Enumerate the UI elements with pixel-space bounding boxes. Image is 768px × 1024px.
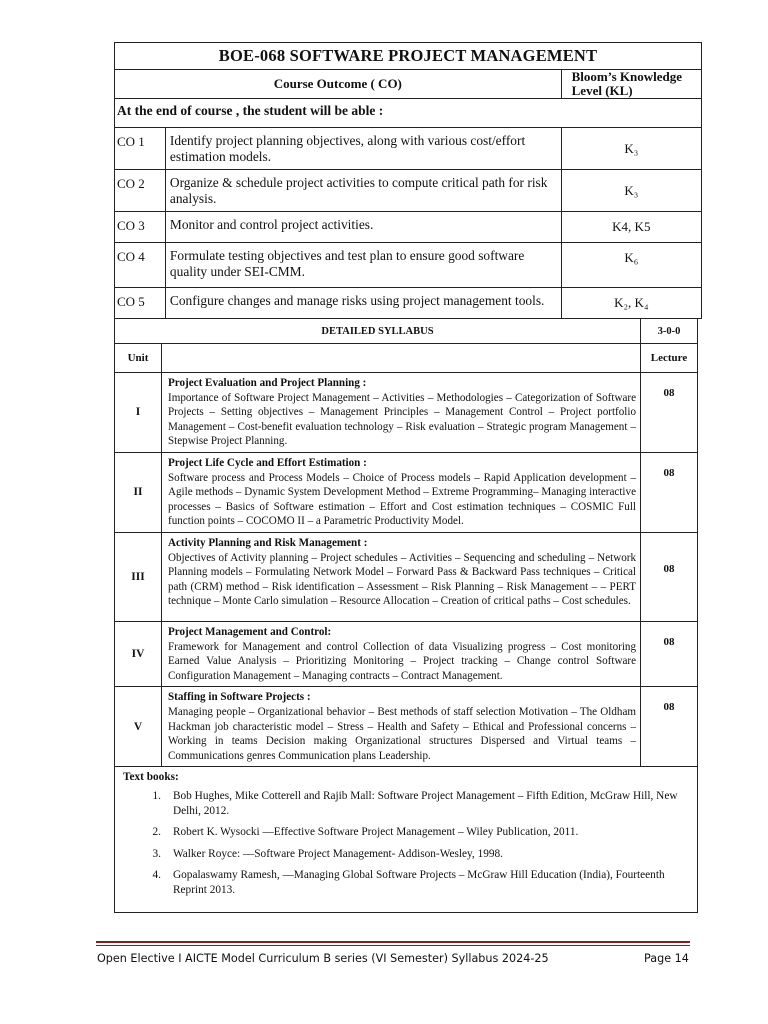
textbook-citation: Bob Hughes, Mike Cotterell and Rajib Mall: Software Project Management – Fifth Edition, McGraw Hill, New Delhi, 2012. — [173, 790, 678, 817]
co-row — [115, 212, 702, 243]
unit-title: Project Management and Control: — [168, 625, 332, 638]
co-code: CO 1 — [115, 128, 166, 170]
co-knowledge-level: K₆ — [561, 243, 701, 288]
course-outcome-intro: At the end of course , the student will be able : — [115, 99, 702, 128]
unit-lectures: 08 — [641, 687, 698, 767]
syllabus-unit-row — [115, 452, 698, 532]
course-outcome-header: Course Outcome ( CO) — [115, 70, 562, 99]
unit-content — [162, 532, 641, 621]
unit-number: III — [115, 532, 162, 621]
unit-title: Project Life Cycle and Effort Estimation : — [168, 456, 367, 469]
unit-topics: Managing people – Organizational behavior – Best methods of staff selection Motivation – The Oldham Hackman job characteristic model – Stress – Health and Safety – Ethical and Professional concerns – Working in teams Decision making Organizational structures Dispersed and Virtual teams – Communications genres Communication plans Leadership. — [168, 705, 636, 762]
textbook-item — [123, 868, 689, 897]
unit-lectures: 08 — [641, 621, 698, 686]
unit-title: Staffing in Software Projects : — [168, 691, 311, 704]
unit-topics: Importance of Software Project Management – Activities – Methodologies – Categorization of Software Projects – Setting objectives – Management Principles – Management Control – Project portfolio Management – Cost-benefit evaluation technology – Risk evaluation – Strategic program Management – Stepwise Project Planning. — [168, 391, 636, 448]
co-description: Identify project planning objectives, along with various cost/effort estimation models. — [165, 128, 561, 170]
unit-number: II — [115, 452, 162, 532]
course-title: BOE-068 SOFTWARE PROJECT MANAGEMENT — [115, 43, 702, 70]
textbook-citation: Robert K. Wysocki —Effective Software Project Management – Wiley Publication, 2011. — [173, 826, 579, 839]
unit-title: Project Evaluation and Project Planning : — [168, 377, 367, 389]
textbooks-section — [115, 767, 698, 913]
unit-topics: Framework for Management and control Collection of data Visualizing progress – Cost monitoring Earned Value Analysis – Prioritizing Monitoring – Project tracking – Change control Software Configuration Management – Managing contracts – Contract Management. — [168, 640, 636, 682]
co-knowledge-level: K₃ — [561, 170, 701, 212]
textbook-item — [123, 825, 689, 840]
co-row — [115, 128, 702, 170]
textbook-number: 4. — [152, 869, 161, 882]
blooms-level-header-line1: Bloom’s Knowledge — [571, 69, 683, 84]
detailed-syllabus-table — [114, 318, 698, 913]
unit-header: Unit — [115, 344, 162, 373]
co-row — [115, 288, 702, 319]
textbook-item — [123, 789, 689, 818]
unit-lectures: 08 — [641, 373, 698, 453]
footer-curriculum-text: Open Elective I AICTE Model Curriculum B series (VI Semester) Syllabus 2024-25 — [97, 952, 549, 965]
co-description: Configure changes and manage risks using project management tools. — [165, 288, 561, 319]
textbook-item — [123, 847, 689, 862]
unit-topics: Software process and Process Models – Choice of Process models – Rapid Application development – Agile methods – Dynamic System Development Method – Extreme Programming– Managing interactive processes – Basics of Software estimation – Effort and Cost estimation techniques – COSMIC Full function points – COCOMO II – a Parametric Productivity Model. — [168, 471, 636, 528]
co-description: Monitor and control project activities. — [165, 212, 561, 243]
blooms-level-header — [561, 70, 701, 99]
syllabus-heading: DETAILED SYLLABUS — [115, 319, 641, 344]
co-code: CO 2 — [115, 170, 166, 212]
footer-divider — [96, 941, 690, 943]
unit-lectures: 08 — [641, 532, 698, 621]
co-knowledge-level: K₂, K₄ — [561, 288, 701, 319]
content-header — [162, 344, 641, 373]
textbook-number: 2. — [152, 826, 161, 839]
co-row — [115, 170, 702, 212]
footer-divider-thin — [96, 945, 690, 946]
unit-content — [162, 621, 641, 686]
unit-content — [162, 687, 641, 767]
unit-title: Activity Planning and Risk Management : — [168, 536, 368, 549]
syllabus-unit-row — [115, 373, 698, 453]
co-row — [115, 243, 702, 288]
lecture-header: Lecture — [641, 344, 698, 373]
unit-number: I — [115, 373, 162, 453]
co-code: CO 5 — [115, 288, 166, 319]
syllabus-unit-row — [115, 687, 698, 767]
unit-content — [162, 373, 641, 453]
syllabus-unit-row — [115, 532, 698, 621]
textbooks-title: Text books: — [123, 771, 179, 784]
course-outcome-table — [114, 42, 702, 319]
unit-lectures: 08 — [641, 452, 698, 532]
co-description: Formulate testing objectives and test plan to ensure good software quality under SEI-CMM. — [165, 243, 561, 288]
page-number: Page 14 — [644, 952, 689, 965]
unit-number: IV — [115, 621, 162, 686]
unit-topics: Objectives of Activity planning – Project schedules – Activities – Sequencing and scheduling – Network Planning models – Formulating Network Model – Forward Pass & Backward Pass techniques – Critical path (CRM) method – Risk identification – Assessment – Risk Planning – Risk Management – – PERT technique – Monte Carlo simulation – Resource Allocation – Creation of critical paths – Cost schedules. — [168, 551, 636, 608]
co-knowledge-level: K4, K5 — [561, 212, 701, 243]
unit-number: V — [115, 687, 162, 767]
co-code: CO 3 — [115, 212, 166, 243]
syllabus-unit-row — [115, 621, 698, 686]
textbook-number: 1. — [152, 790, 161, 803]
co-knowledge-level: K₃ — [561, 128, 701, 170]
co-code: CO 4 — [115, 243, 166, 288]
credits: 3-0-0 — [641, 319, 698, 344]
unit-content — [162, 452, 641, 532]
blooms-level-header-line2: Level (KL) — [571, 83, 633, 98]
textbook-citation: Gopalaswamy Ramesh, —Managing Global Software Projects – McGraw Hill Education (India), Fourteenth Reprint 2013. — [173, 869, 665, 896]
textbook-citation: Walker Royce: —Software Project Management- Addison-Wesley, 1998. — [173, 847, 503, 860]
textbook-number: 3. — [152, 847, 161, 860]
co-description: Organize & schedule project activities to compute critical path for risk analysis. — [165, 170, 561, 212]
